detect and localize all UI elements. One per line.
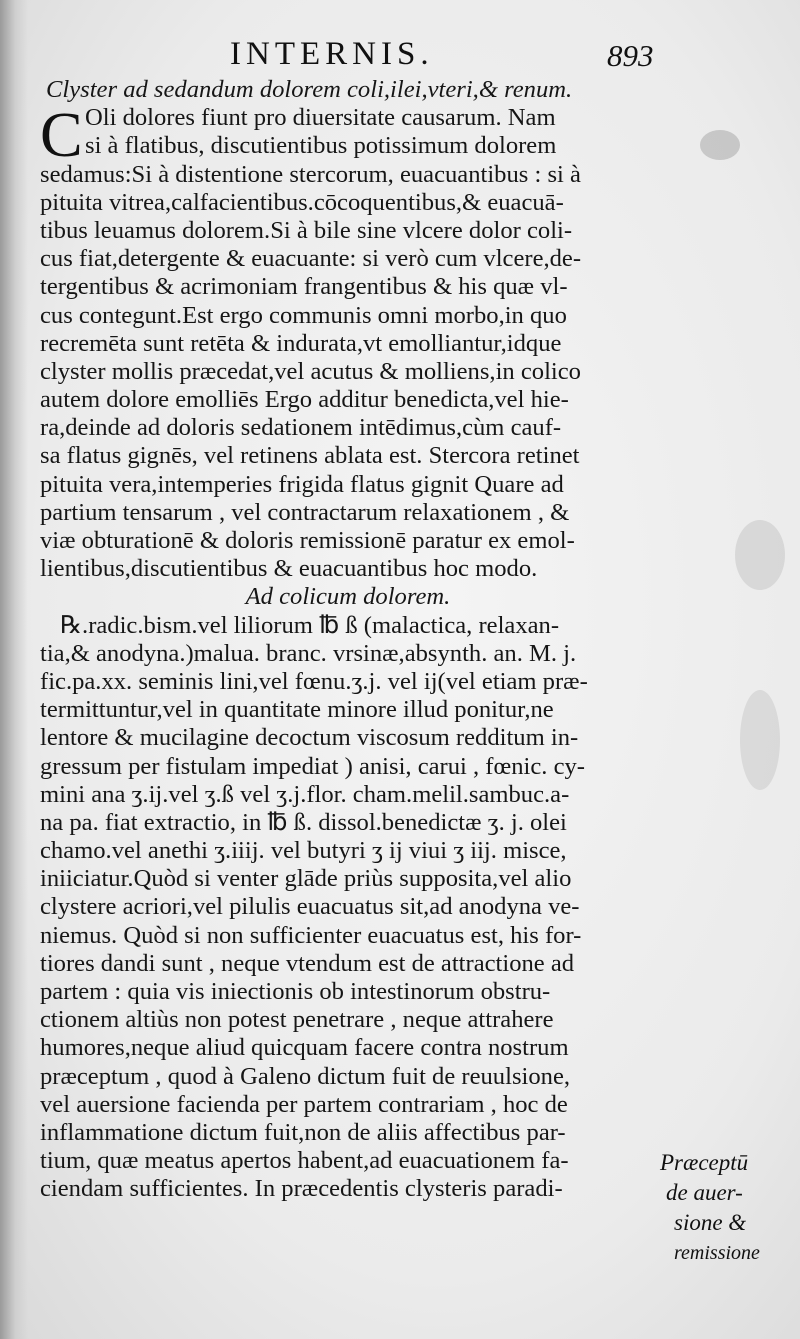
recipe-line: tiores dandi sunt , neque vtendum est de attractione ad [40, 949, 575, 977]
text-line: pituita vitrea,calfacientibus.cōcoquentibus,& euacuā- [40, 188, 564, 216]
margin-note-line: sione & [674, 1210, 747, 1235]
recipe-line: ciendam sufficientes. In præcedentis clysteris paradi- [40, 1175, 563, 1203]
drop-cap: C [40, 99, 83, 170]
recipe-line: præceptum , quod à Galeno dictum fuit de reuulsione, [40, 1062, 571, 1090]
recipe-line: inflammatione dictum fuit,non de aliis affectibus par- [40, 1118, 566, 1146]
text-line: pituita vera,intemperies frigida flatus gignit Quare ad [40, 470, 564, 498]
recipe-heading: Ad colicum dolorem. [245, 583, 451, 611]
running-title: INTERNIS. [230, 36, 434, 72]
text-line: tergentibus & acrimoniam frangentibus & his quæ vl- [40, 273, 568, 301]
section-heading: Clyster ad sedandum dolorem coli,ilei,vteri,& renum. [46, 76, 573, 103]
page-number: 893 [607, 38, 654, 73]
text-line: recremēta sunt retēta & indurata,vt emolliantur,idque [40, 329, 562, 357]
recipe-line: gressum per fistulam impediat ) anisi, carui , fœnic. cy- [40, 752, 586, 780]
recipe-line: ctionem altiùs non potest penetrare , neque attrahere [40, 1006, 554, 1034]
recipe-line: humores,neque aliud quicquam facere contra nostrum [40, 1034, 569, 1062]
recipe-line: ℞.radic.bism.vel liliorum ℔ ß (malactica, relaxan- [60, 611, 560, 639]
margin-note [660, 1148, 800, 1268]
recipe-line: iniiciatur.Quòd si venter glāde priùs supposita,vel alio [40, 865, 572, 893]
text-line: Oli dolores fiunt pro diuersitate causarum. Nam [85, 104, 556, 132]
text-line: partium tensarum , vel contractarum relaxationem , & [40, 498, 570, 526]
recipe-line: mini ana ʒ.ij.vel ʒ.ß vel ʒ.j.flor. cham.melil.sambuc.a- [40, 780, 570, 808]
recipe-line: tia,& anodyna.)malua. branc. vrsinæ,absynth. an. M. j. [40, 639, 577, 667]
gutter-shadow [0, 0, 28, 1339]
recipe-line: clystere acriori,vel pilulis euacuatus sit,ad anodyna ve- [40, 893, 580, 921]
text-line: tibus leuamus dolorem.Si à bile sine vlcere dolor coli- [40, 216, 573, 244]
text-line: ra,deinde ad doloris sedationem intēdimus,cùm cauf- [40, 414, 562, 442]
margin-note-line: Præceptū [660, 1150, 749, 1175]
text-line: cus fiat,detergente & euacuante: si verò cum vlcere,de- [40, 245, 582, 273]
text-line: sa flatus gignēs, vel retinens ablata est. Stercora retinet [40, 442, 580, 470]
main-text [40, 76, 656, 1204]
recipe-line: vel auersione facienda per partem contrariam , hoc de [40, 1090, 568, 1118]
recipe-line: chamo.vel anethi ʒ.iiij. vel butyri ʒ ij viui ʒ iij. misce, [40, 837, 567, 865]
text-line: cus contegunt.Est ergo communis omni morbo,in quo [40, 301, 567, 329]
page-header [52, 32, 732, 78]
recipe-line: niemus. Quòd si non sufficienter euacuatus est, his for- [40, 921, 582, 949]
ink-spot [735, 520, 785, 590]
ink-spot [740, 690, 780, 790]
margin-note-line: de auer- [666, 1180, 743, 1205]
recipe-line: termittuntur,vel in quantitate minore illud ponitur,ne [40, 696, 554, 724]
recipe-line: partem : quia vis iniectionis ob intestinorum obstru- [40, 978, 551, 1005]
text-line: autem dolore emolliēs Ergo additur benedicta,vel hie- [40, 386, 569, 414]
ink-spot [700, 130, 740, 160]
recipe-line: na pa. fiat extractio, in ℔ ß. dissol.benedictæ ʒ. j. olei [40, 808, 567, 836]
recipe-line: tium, quæ meatus apertos habent,ad euacuationem fa- [40, 1147, 569, 1175]
text-line: clyster mollis præcedat,vel acutus & molliens,in colico [40, 357, 581, 385]
recipe-line: fic.pa.xx. seminis lini,vel fœnu.ʒ.j. vel ij(vel etiam præ- [40, 667, 588, 695]
margin-note-line: remissione [674, 1242, 760, 1264]
text-line: sedamus:Si à distentione stercorum, euacuantibus : si à [40, 160, 581, 188]
text-line: viæ obturationē & doloris remissionē paratur ex emol- [40, 527, 575, 554]
recipe-line: lentore & mucilagine decoctum viscosum redditum in- [40, 724, 579, 752]
text-line: lientibus,discutientibus & euacuantibus hoc modo. [40, 555, 538, 583]
text-line: si à flatibus, discutientibus potissimum dolorem [85, 132, 557, 160]
